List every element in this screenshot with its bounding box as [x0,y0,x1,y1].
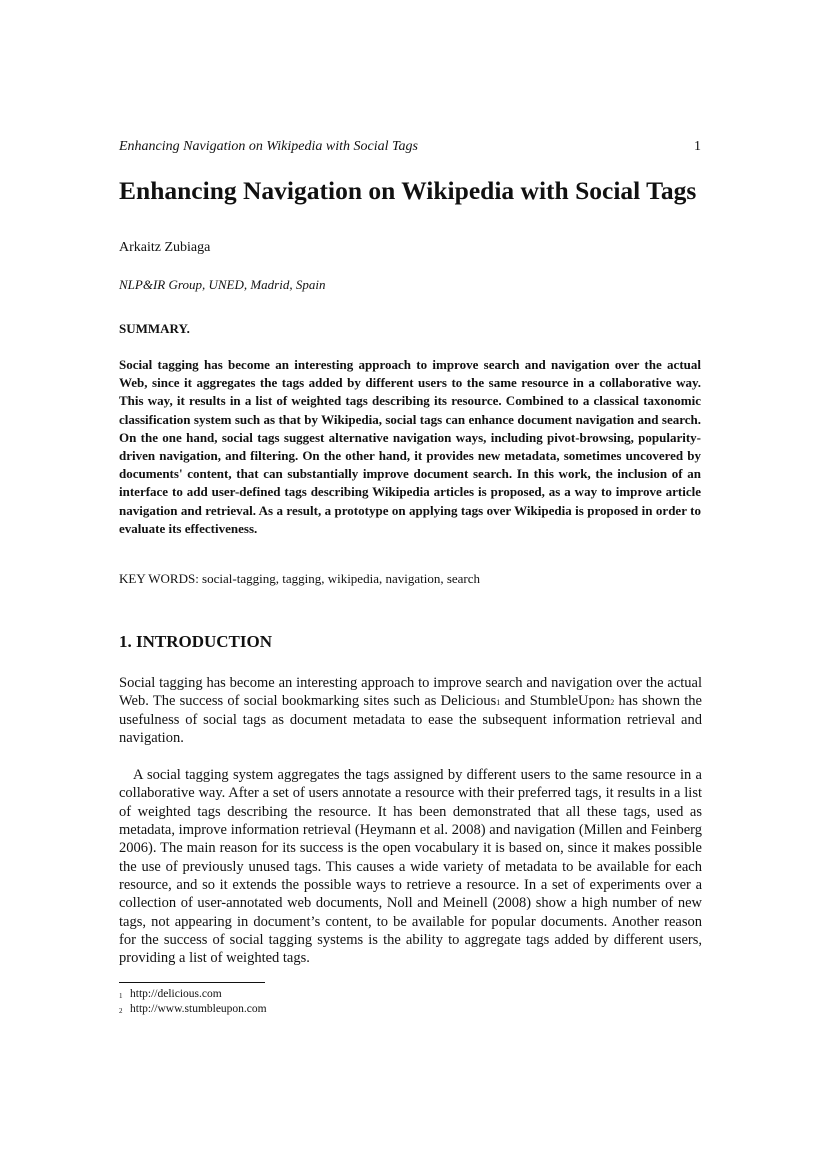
section-heading-introduction: 1. INTRODUCTION [119,632,273,651]
footnote-ref-1: 1 [496,698,501,708]
summary-text: Social tagging has become an interesting approach to improve search and navigation over the actual Web, since it aggregates the tags added by different users to the same resource in a collaborative way. This way, it results in a list of weighted tags describing its resource. Combined to a classical taxonomic classification system such as that by Wikipedia, social tags can enhance document navigation and search. On the one hand, social tags suggest alternative navigation ways, including pivot-browsing, popularity-driven navigation, and filtering. On the other hand, it provides new metadata, sometimes uncovered by documents' content, that can substantially improve document search. In this work, the inclusion of an interface to add user-defined tags describing Wikipedia articles is proposed, as a way to improve article navigation and retrieval. As a result, a prototype on applying tags over Wikipedia is proposed in order to evaluate its effectiveness. [119,357,701,536]
keywords: KEY WORDS: social-tagging, tagging, wikipedia, navigation, search [119,571,481,586]
running-head-title: Enhancing Navigation on Wikipedia with Social Tags [119,139,418,154]
footnote-mark: 2 [119,1007,123,1015]
author-affiliation: NLP&IR Group, UNED, Madrid, Spain [119,277,326,292]
footnote-1 [119,987,267,1002]
para1-text-a: Social tagging has become an interesting approach to improve search and navigation over the actual Web. The success of social bookmarking sites such as Delicious [119,675,702,710]
author-name: Arkaitz Zubiaga [119,240,211,255]
footnote-ref-2: 2 [610,698,615,708]
running-head [119,139,701,155]
summary-heading: SUMMARY. [119,321,190,336]
page-number: 1 [694,139,701,154]
introduction-paragraph-2: A social tagging system aggregates the tags assigned by different users to the same resource in a collaborative way. After a set of users annotate a resource with their preferred tags, it results in a list of weighted tags describing the resource. It has been demonstrated that all these tags, used as metadata, improve information retrieval (Heymann et al. 2008) and navigation (Millen and Feinberg 2006). The main reason for its success is the open vocabulary it is based on, since it makes possible the use of previously unused tags. This causes a wide variety of metadata to be available for each resource, and so it extends the possible ways to retrieve a resource. In a set of experiments over a collection of user-annotated web documents, Noll and Meinell (2008) show a high number of new tags, not appearing in document’s content, to be available for popular documents. Another reason for the success of social tagging systems is the ability to aggregate tags added by different users, providing a list of weighted tags. [119,767,702,967]
footnote-link-stumbleupon[interactable]: http://www.stumbleupon.com [130,1003,267,1015]
footnotes [119,987,267,1017]
para1-text-b: and StumbleUpon [500,693,611,710]
footnote-2 [119,1002,267,1017]
footnote-link-delicious[interactable]: http://delicious.com [130,988,222,1000]
introduction-paragraph-1 [119,674,702,747]
footnote-divider [119,982,265,983]
paper-title: Enhancing Navigation on Wikipedia with Social Tags [119,176,697,205]
footnote-mark: 1 [119,992,123,1000]
para1-text-c: has shown the usefulness of social tags as document metadata to ease the subsequent information retrieval and navigation. [119,693,702,746]
